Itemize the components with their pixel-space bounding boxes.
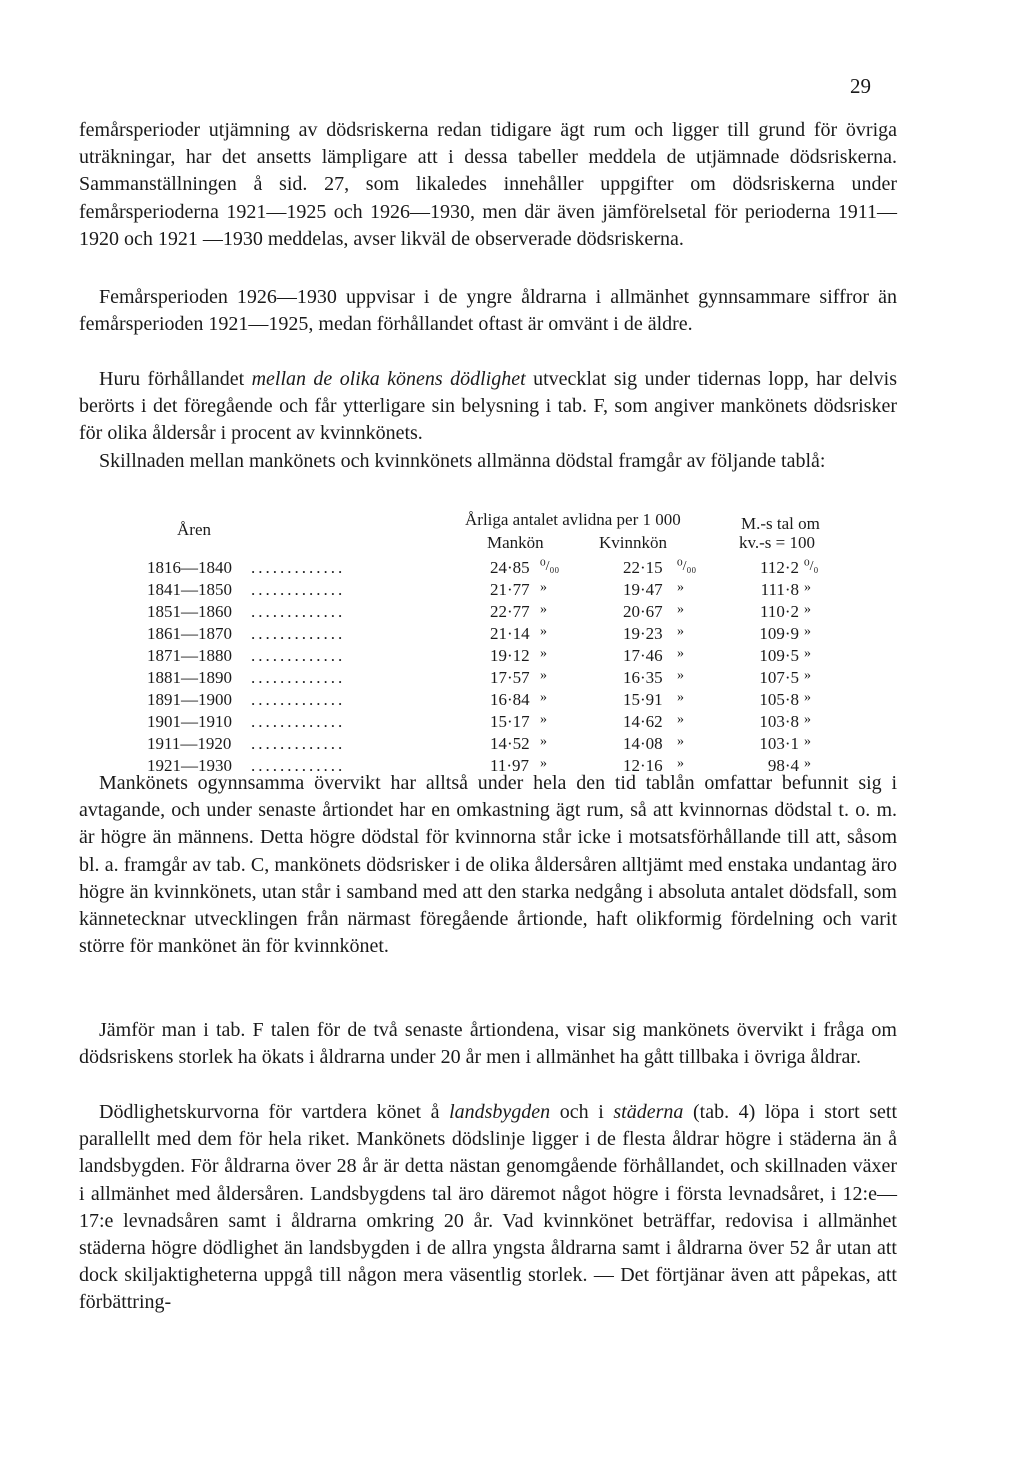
paragraph-4: Skillnaden mellan mankönets och kvinnkönets allmänna dödstal framgår av följande tablå:: [99, 450, 826, 472]
col-header-years: Åren: [177, 520, 211, 539]
page-number: 29: [850, 74, 871, 98]
paragraph-1: femårsperioder utjämning av dödsriskerna redan tidigare ägt rum och ligger till grund för övriga uträkningar, har det ansetts lämpligare att i dessa tabeller meddela de utjämnade dödsriskerna. Sammanställningen å sid. 27, som likaledes innehåller uppgifter om dödsriskerna under femårsperioderna 1921—1925 och 1926—1930, men där även jämförelsetal för perioderna 1911—1920 och 1921 —1930 meddelas, avser likväl de observerade dödsriskerna.: [79, 119, 897, 250]
col-header-male: Mankön: [487, 533, 544, 552]
paragraph-2: Femårsperioden 1926—1930 uppvisar i de yngre åldrarna i allmänhet gynnsammare siffror än femårsperioden 1921—1925, medan förhållandet oftast är omvänt i de äldre.: [79, 286, 897, 336]
table-row: 1891—1900 ............. 16·84 » 15·91 » 105·8 »: [147, 690, 811, 709]
emphasis-staderna: städerna: [613, 1101, 684, 1123]
table-row: 1851—1860 ............. 22·77 » 20·67 » 110·2 »: [147, 602, 811, 621]
paragraph-3: Huru förhållandet mellan de olika könens dödlighet utvecklat sig under tidernas lopp, har delvis berörts i det föregående och får ytterligare sin belysning i tab. F, som angiver mankönets dödsrisker för olika åldersår i procent av kvinnkönets.: [79, 368, 897, 445]
table-row: 1881—1890 ............. 17·57 » 16·35 » 107·5 »: [147, 668, 811, 687]
table-row: 1871—1880 ............. 19·12 » 17·46 » 109·5 »: [147, 646, 811, 665]
emphasis-text: mellan de olika könens dödlighet: [251, 368, 526, 390]
emphasis-landsbygden: landsbygden: [449, 1101, 551, 1123]
col-header-ratio-line2: kv.-s = 100: [739, 533, 816, 552]
table-row: 1901—1910 ............. 15·17 » 14·62 » 103·8 »: [147, 712, 811, 731]
paragraph-6: Jämför man i tab. F talen för de två senaste årtiondena, visar sig mankönets övervikt i fråga om dödsriskens storlek ha ökats i åldrarna under 20 år men i allmänhet ha gått tillbaka i övriga åldrar.: [79, 1019, 897, 1069]
col-header-ratio-line1: M.-s tal om: [741, 514, 820, 533]
col-header-female: Kvinnkön: [599, 533, 667, 552]
table-row: 1911—1920 ............. 14·52 » 14·08 » 103·1 »: [147, 734, 811, 753]
col-header-group: Årliga antalet avlidna per 1 000: [465, 510, 681, 529]
table-row: 1921—1930 ............. 11·97 » 12·16 » 98·4 »: [147, 756, 811, 775]
table-row: 1841—1850 ............. 21·77 » 19·47 » 111·8 »: [147, 580, 811, 599]
table-row: 1816—1840 ............. 24·85 ⁰/₀₀ 22·15 ⁰/₀₀ 112·2 ⁰/₀: [147, 558, 819, 577]
paragraph-5: Mankönets ogynnsamma övervikt har alltså under hela den tid tablån omfattar befunnit sig i avtagande, och under senaste årtiondet har en omkastning ägt rum, så att kvinnornas dödstal t. o. m. är högre än männens. Detta högre dödstal för kvinnorna står icke i motsatsförhållande till att, såsom bl. a. framgår av tab. C, mankönets dödsrisker i de olika åldersåren alltjämt med enstaka undantag äro högre än kvinnkönets, utan står i samband med att den starka nedgång i absoluta antalet dödsfall, som kännetecknar utvecklingen från närmast föregående årtionde, haft olikformig fördelning och varit större för mankönet än för kvinnkönet.: [79, 772, 897, 958]
table-row: 1861—1870 ............. 21·14 » 19·23 » 109·9 »: [147, 624, 811, 643]
paragraph-7: Dödlighetskurvorna för vartdera könet å landsbygden och i städerna (tab. 4) löpa i stort sett parallellt med dem för hela riket. Mankönets dödslinje ligger i de flesta åldrar högre i städerna än å landsbygden. För åldrarna över 28 år är detta nästan genomgående förhållandet, och skillnaden växer i allmänhet med åldersåren. Landsbygdens tal äro däremot något högre i första levnadsåret, i 12:e—17:e levnadsåren samt i åldrarna omkring 20 år. Vad kvinnkönet beträffar, redovisa i allmänhet städerna högre dödlighet än landsbygden i de allra yngsta åldrarna samt i åldrarna över 52 år utan att dock skiljaktigheterna uppgå till någon mera väsentlig storlek. — Det förtjänar även att påpekas, att förbättring-: [79, 1101, 898, 1314]
